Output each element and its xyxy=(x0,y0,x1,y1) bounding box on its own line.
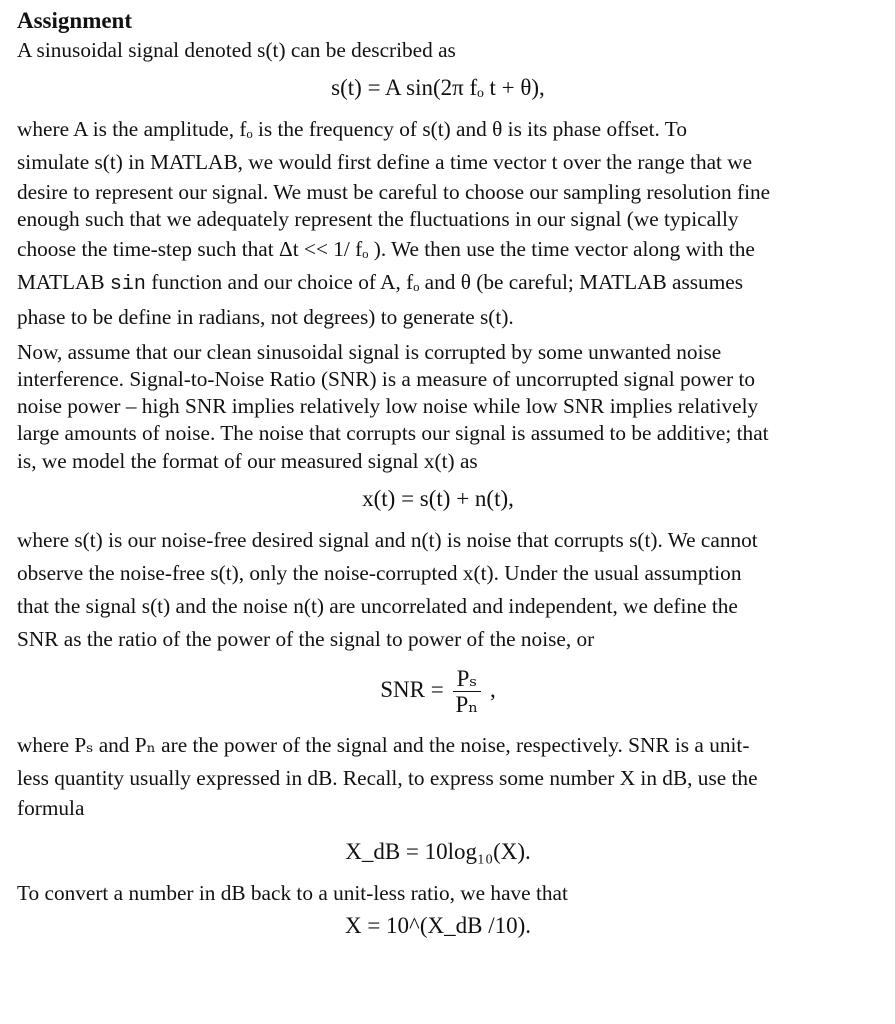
text-line: enough such that we adequately represent the fluctuations in our signal (we typically xyxy=(17,206,739,231)
text-line: To convert a number in dB back to a unit-less ratio, we have that xyxy=(17,880,568,905)
text-line: observe the noise-free s(t), only the noise-corrupted x(t). Under the usual assumption xyxy=(17,560,742,585)
paragraph-snr xyxy=(17,524,859,656)
equation-db: X_dB = 10log₁₀(X). xyxy=(345,838,531,864)
text-line: is, we model the format of our measured signal x(t) as xyxy=(17,449,478,473)
text-line: noise power – high SNR implies relatively low noise while low SNR implies relatively xyxy=(17,394,759,418)
intro-line: A sinusoidal signal denoted s(t) can be described as xyxy=(17,38,456,62)
text-line: choose the time-step such that Δt << 1/ fₒ ). We then use the time vector along with the xyxy=(17,236,755,261)
text-line: interference. Signal-to-Noise Ratio (SNR) is a measure of uncorrupted signal power to xyxy=(17,367,756,391)
snr-fraction xyxy=(451,666,482,717)
paragraph-simulation xyxy=(17,113,859,334)
equation-inverse-db: X = 10^(X_dB /10). xyxy=(344,913,532,938)
matlab-word: MATLAB xyxy=(17,269,105,294)
text-line: where A is the amplitude, fₒ is the frequency of s(t) and θ is its phase offset. To xyxy=(17,116,687,141)
text-line: desire to represent our signal. We must be careful to choose our sampling resolution fine xyxy=(17,179,771,204)
text-line: where s(t) is our noise-free desired signal and n(t) is noise that corrupts s(t). We cannot xyxy=(17,527,758,552)
text-line: large amounts of noise. The noise that corrupts our signal is assumed to be additive; that xyxy=(17,421,769,445)
equation-measured-signal: x(t) = s(t) + n(t), xyxy=(362,485,514,511)
page-title: Assignment xyxy=(17,8,133,33)
text-line: Now, assume that our clean sinusoidal signal is corrupted by some unwanted noise xyxy=(17,339,722,364)
text-line: simulate s(t) in MATLAB, we would first define a time vector t over the range that we xyxy=(17,149,753,174)
paragraph-noise xyxy=(17,338,859,476)
snr-numerator: Pₛ xyxy=(453,666,482,692)
text-line: that the signal s(t) and the noise n(t) are uncorrelated and independent, we define the xyxy=(17,593,738,618)
text-line xyxy=(17,266,859,301)
matlab-sin-code: sin xyxy=(109,272,146,296)
paragraph-db xyxy=(17,729,859,821)
snr-denominator: Pₙ xyxy=(455,691,479,717)
equation-signal: s(t) = A sin(2π fₒ t + θ), xyxy=(331,74,545,100)
text-line: formula xyxy=(17,795,85,820)
snr-lhs: SNR = xyxy=(380,676,444,702)
matlab-tail: function and our choice of A, fₒ and θ (be careful; MATLAB assumes xyxy=(151,269,744,294)
text-line: SNR as the ratio of the power of the signal to power of the noise, or xyxy=(17,626,595,651)
equation-snr xyxy=(17,666,859,717)
snr-tail: , xyxy=(489,676,496,702)
text-line: phase to be define in radians, not degrees) to generate s(t). xyxy=(17,304,514,329)
text-line: less quantity usually expressed in dB. Recall, to express some number X in dB, use the xyxy=(17,765,758,790)
text-line: where Pₛ and Pₙ are the power of the signal and the noise, respectively. SNR is a unit- xyxy=(17,732,750,757)
